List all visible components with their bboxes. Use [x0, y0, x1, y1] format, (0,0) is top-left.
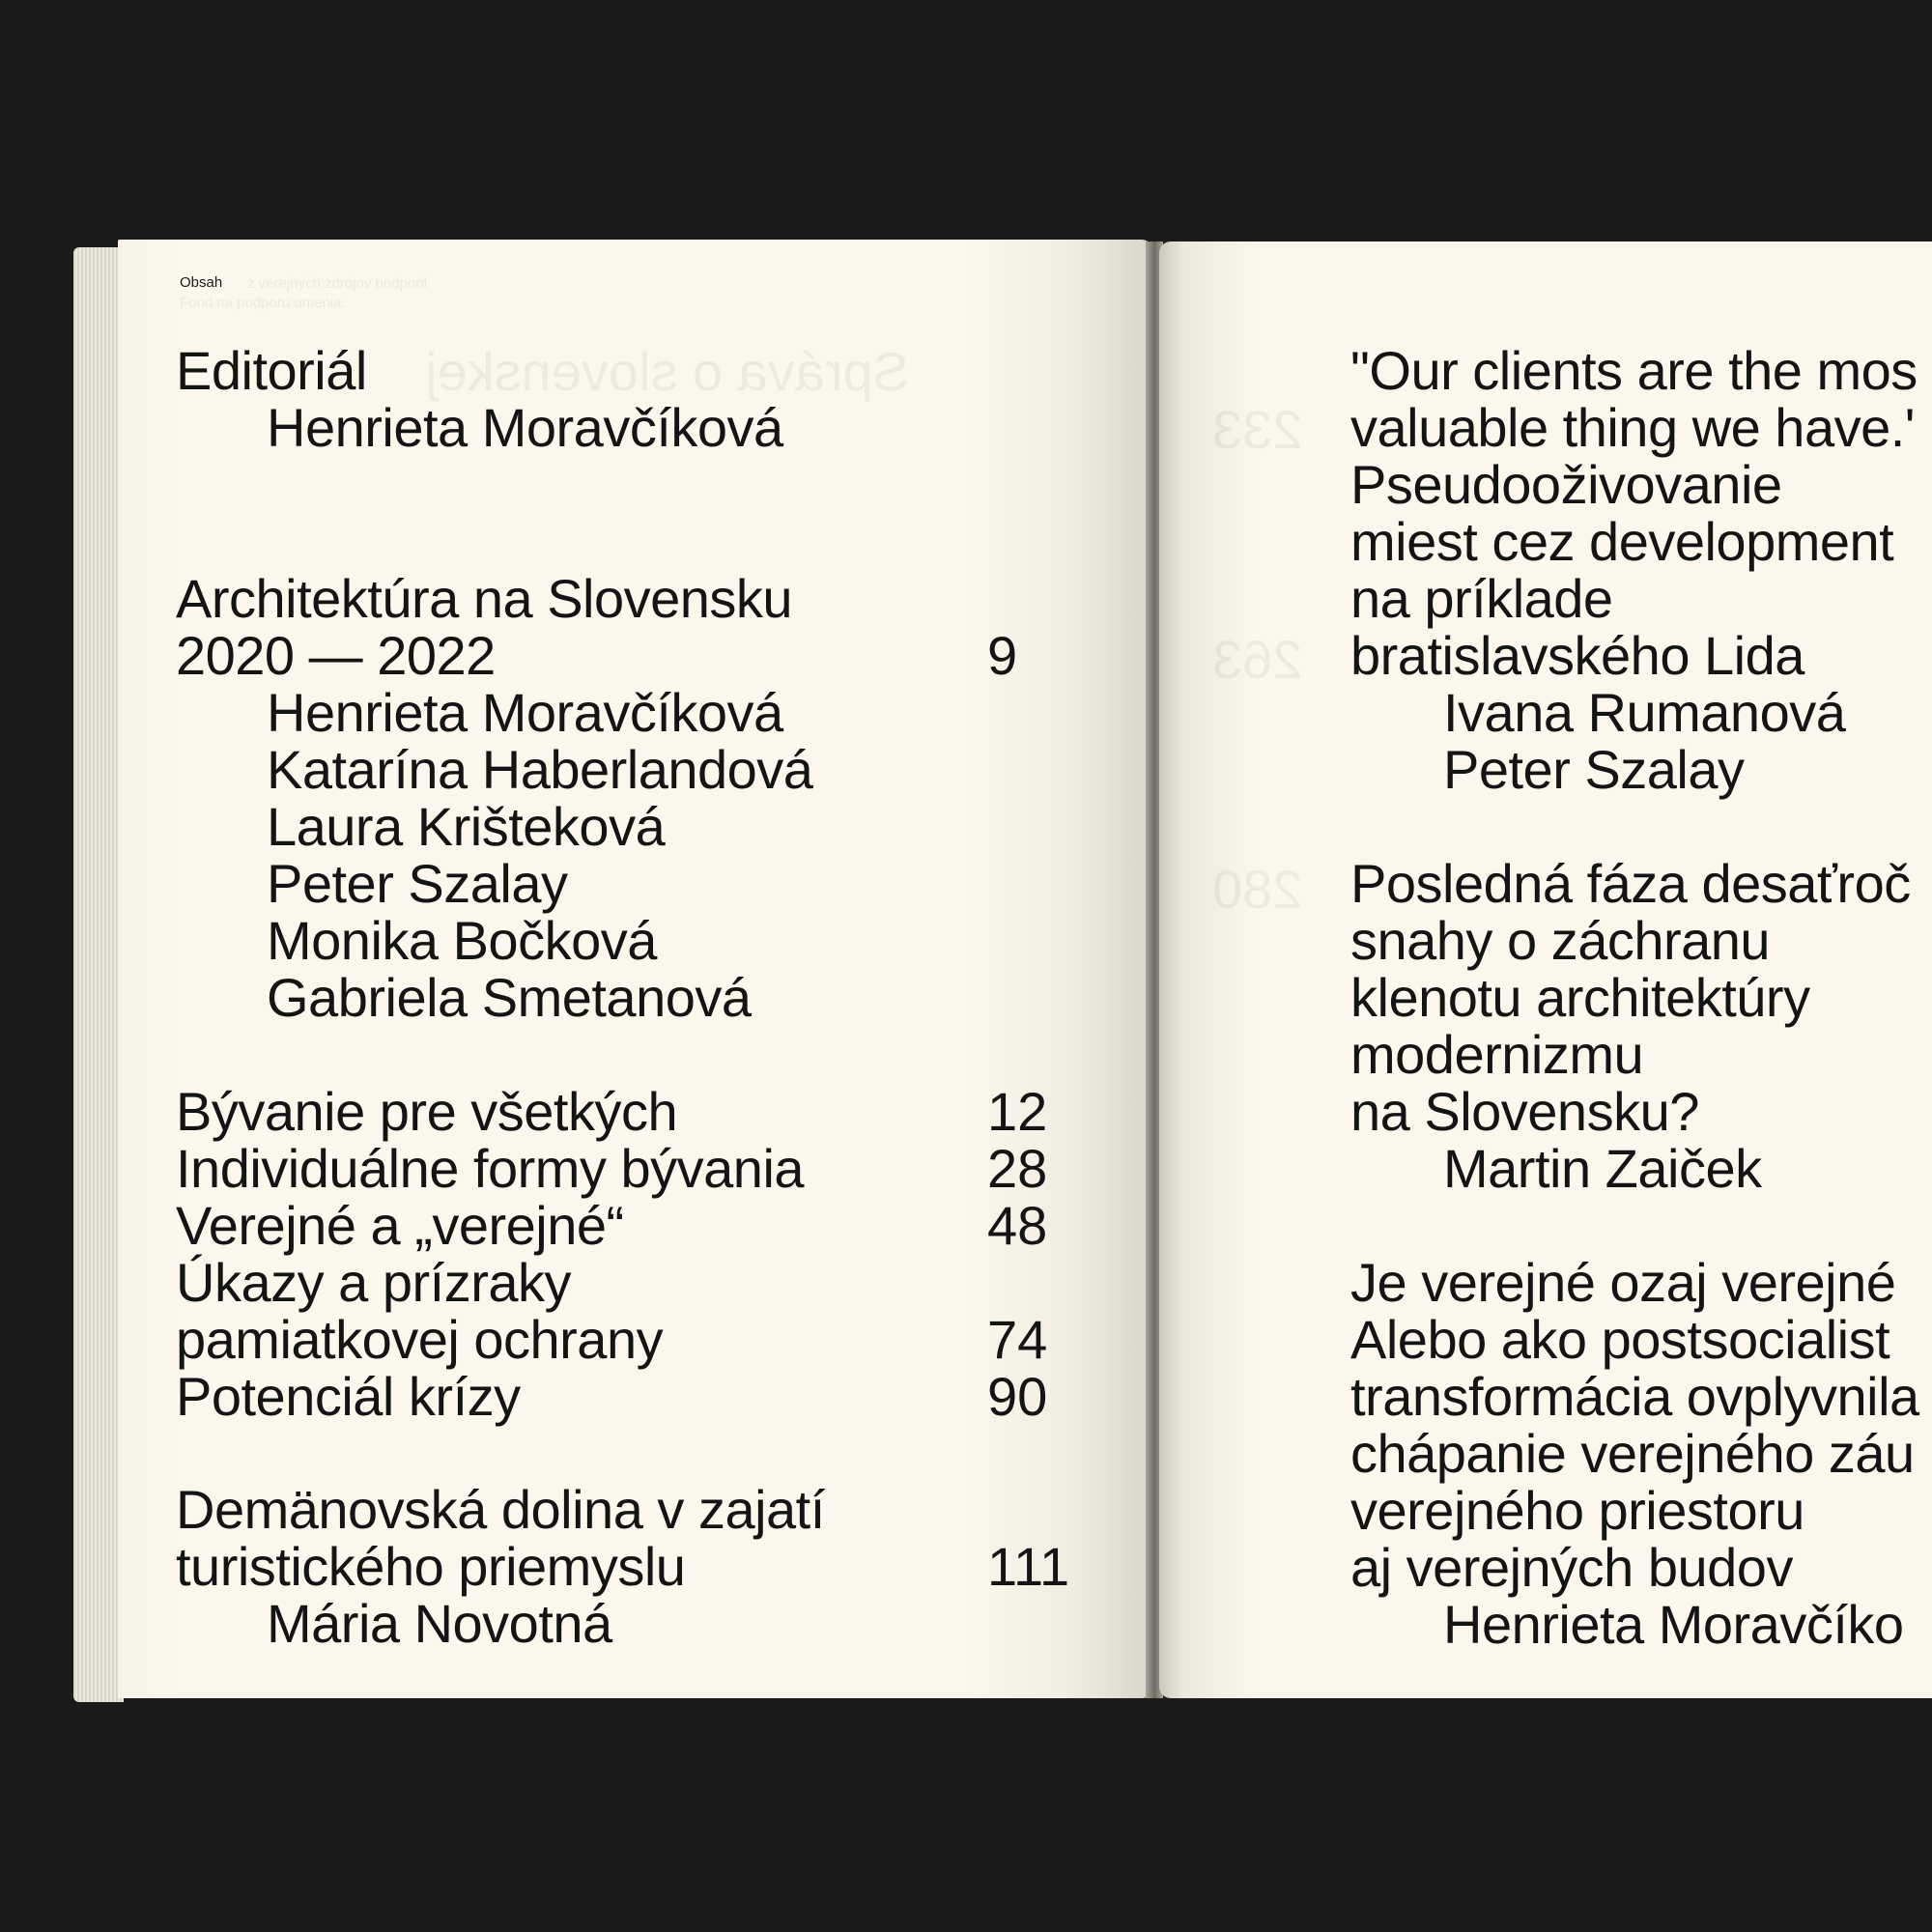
toc-title: transformácia ovplyvnila — [1350, 1366, 1919, 1427]
show-through-line: Fond na podporu umenia. — [180, 295, 346, 311]
toc-title: pamiatkovej ochrany — [176, 1309, 664, 1370]
toc-title: 2020 — 2022 — [176, 625, 496, 686]
toc-title: chápanie verejného záu — [1350, 1423, 1915, 1484]
toc-author: Henrieta Moravčíko — [1443, 1594, 1904, 1655]
section-label: Obsah — [180, 274, 223, 291]
toc-title: Alebo ako postsocialist — [1350, 1309, 1890, 1370]
toc-page-number: 9 — [987, 625, 1018, 686]
toc-title: Individuálne formy bývania — [176, 1138, 805, 1199]
toc-author: Laura Krišteková — [267, 796, 666, 857]
toc-title: Úkazy a prízraky — [176, 1252, 571, 1313]
show-through-number: 263 — [1212, 629, 1303, 690]
toc-title: na príklade — [1350, 568, 1613, 629]
toc-title: modernizmu — [1350, 1024, 1644, 1085]
toc-page-number: 28 — [987, 1138, 1048, 1199]
toc-title: verejného priestoru — [1350, 1480, 1804, 1541]
toc-page-number: 12 — [987, 1081, 1048, 1142]
toc-author: Katarína Haberlandová — [267, 739, 813, 800]
page-edges — [73, 247, 124, 1702]
show-through-number: 280 — [1212, 859, 1303, 920]
toc-author: Peter Szalay — [267, 853, 568, 914]
toc-author: Henrieta Moravčíková — [267, 397, 783, 458]
toc-title: Potenciál krízy — [176, 1366, 521, 1427]
toc-author: Monika Bočková — [267, 910, 657, 971]
toc-title: Editoriál — [176, 340, 367, 401]
toc-title: aj verejných budov — [1350, 1537, 1793, 1598]
toc-page-number: 90 — [987, 1366, 1048, 1427]
toc-title: Verejné a „verejné“ — [176, 1195, 624, 1256]
toc-title: na Slovensku? — [1350, 1081, 1699, 1142]
toc-author: Mária Novotná — [267, 1593, 612, 1654]
show-through-line: z verejných zdrojov podporil — [247, 275, 427, 292]
toc-title: klenotu architektúry — [1350, 967, 1810, 1028]
toc-title: Bývanie pre všetkých — [176, 1081, 678, 1142]
toc-title: "Our clients are the mos — [1350, 340, 1918, 401]
toc-title: Je verejné ozaj verejné — [1350, 1252, 1896, 1313]
toc-author: Henrieta Moravčíková — [267, 682, 783, 743]
toc-title: turistického priemyslu — [176, 1536, 686, 1597]
toc-author: Peter Szalay — [1443, 739, 1745, 800]
toc-author: Gabriela Smetanová — [267, 967, 752, 1028]
toc-title: Architektúra na Slovensku — [176, 568, 793, 629]
toc-title: Posledná fáza desaťroč — [1350, 853, 1911, 914]
toc-title: Pseudooživovanie — [1350, 454, 1782, 515]
toc-title: miest cez development — [1350, 511, 1894, 572]
toc-author: Martin Zaiček — [1443, 1138, 1762, 1199]
toc-page-number: 48 — [987, 1195, 1048, 1256]
show-through-number: 233 — [1212, 399, 1303, 460]
toc-title: bratislavského Lida — [1350, 625, 1804, 686]
toc-page-number: 74 — [987, 1309, 1048, 1370]
toc-title: valuable thing we have.' — [1350, 397, 1915, 458]
toc-title: Demänovská dolina v zajatí — [176, 1479, 825, 1540]
toc-title: snahy o záchranu — [1350, 910, 1771, 971]
toc-author: Ivana Rumanová — [1443, 682, 1846, 743]
toc-page-number: 111 — [987, 1536, 1070, 1597]
show-through-big-text: Správa o slovenskej — [425, 341, 910, 402]
